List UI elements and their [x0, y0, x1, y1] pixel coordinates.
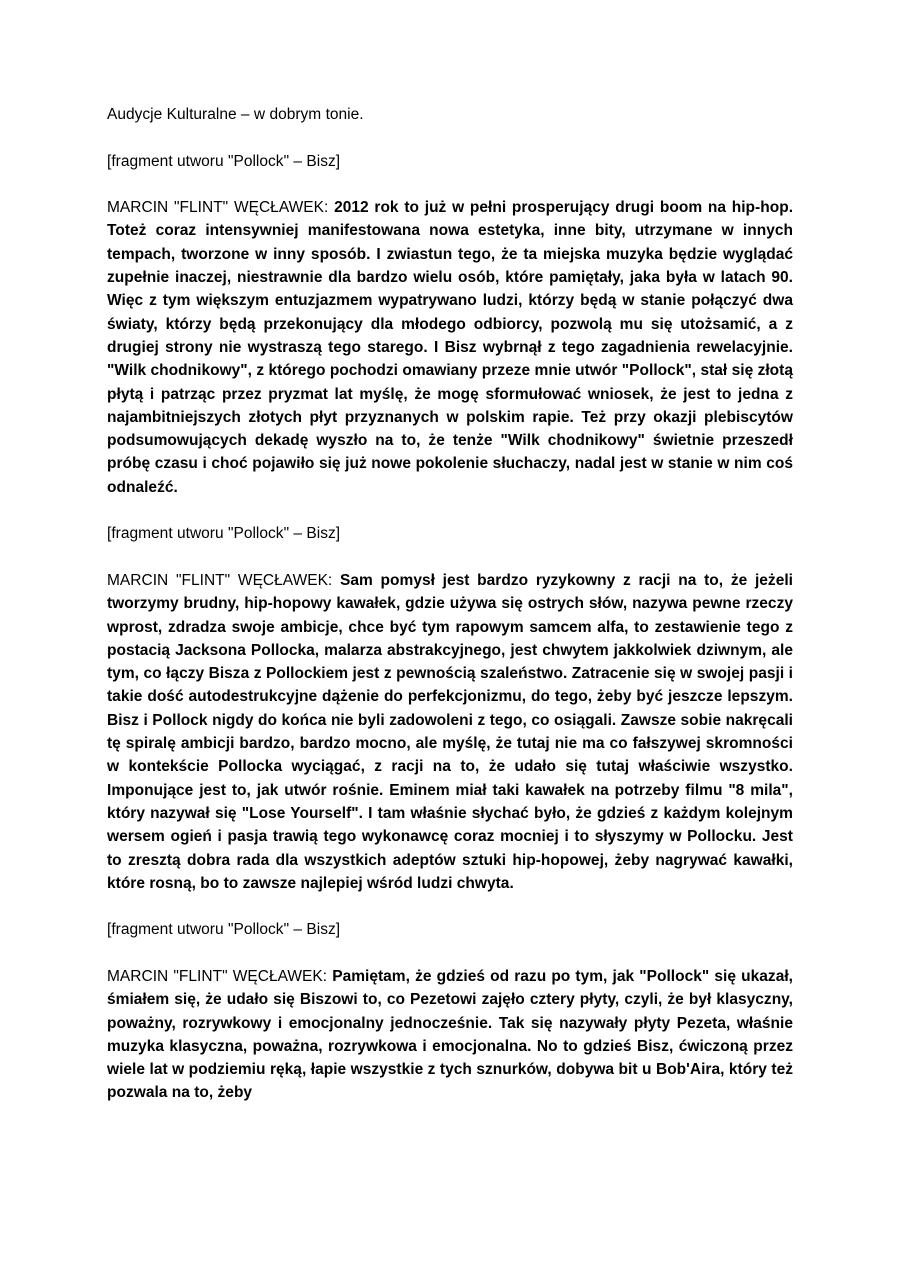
fragment-note-2: [fragment utworu "Pollock" – Bisz]: [107, 525, 341, 543]
document-content: [107, 103, 793, 1128]
speaker-name-2: MARCIN "FLINT" WĘCŁAWEK:: [107, 571, 333, 589]
speech-paragraph-1: [107, 196, 793, 499]
fragment-note-3: [fragment utworu "Pollock" – Bisz]: [107, 921, 341, 939]
speech-paragraph-3: [107, 965, 793, 1105]
speech-paragraph-2: [107, 569, 793, 895]
speaker-name-3: MARCIN "FLINT" WĘCŁAWEK:: [107, 967, 328, 985]
speech-text-1: 2012 rok to już w pełni prosperujący drugi boom na hip-hop. Toteż coraz intensywniej manifestowana nowa estetyka, inne bity, utrzymane w innych tempach, tworzone w inny sposób. I zwiastun tego, że ta miejska muzyka będzie wyglądać zupełnie inaczej, niestrawnie dla bardzo wielu osób, które pamiętały, jaka była w latach 90. Więc z tym większym entuzjazmem wypatrywano ludzi, którzy będą w stanie połączyć dwa światy, którzy będą przekonujący dla młodego odbiorcy, pozwolą mu się utożsamić, a z drugiej strony nie wystraszą tego starego. I Bisz wybrnął z tego zagadnienia rewelacyjnie. "Wilk chodnikowy", z którego pochodzi omawiany przeze mnie utwór "Pollock", stał się złotą płytą i patrząc przez pryzmat lat myślę, że mogę sformułować wniosek, że jest to jedna z najambitniejszych złotych płyt przyznanych w polskim rapie. Też przy okazji plebiscytów podsumowujących dekadę wyszło na to, że tenże "Wilk chodnikowy" świetnie przeszedł próbę czasu i choć pojawiło się już nowe pokolenie słuchaczy, nadal jest w stanie w nim coś odnaleźć.: [107, 199, 794, 496]
document-title: Audycje Kulturalne – w dobrym tonie.: [107, 106, 364, 123]
speech-text-3: Pamiętam, że gdzieś od razu po tym, jak "Pollock" się ukazał, śmiałem się, że udało się Biszowi to, co Pezetowi zajęło cztery płyty, czyli, że był klasyczny, poważny, rozrywkowy i emocjonalny jednocześnie. Tak się nazywały płyty Pezeta, właśnie muzyka klasyczna, poważna, rozrywkowa i emocjonalna. No to gdzieś Bisz, ćwiczoną przez wiele lat w podziemiu ręką, łapie wszystkie z tych sznurków, dobywa bit u Bob'Aira, który też pozwala na to, żeby: [107, 967, 793, 1102]
speaker-name-1: MARCIN "FLINT" WĘCŁAWEK:: [107, 199, 329, 217]
speech-text-2: Sam pomysł jest bardzo ryzykowny z racji na to, że jeżeli tworzymy brudny, hip-hopowy kawałek, gdzie używa się ostrych słów, nazywa pewne rzeczy wprost, zdradza swoje ambicje, chce być tym rapowym samcem alfa, to zestawienie tego z postacią Jacksona Pollocka, malarza abstrakcyjnego, jest chwytem jakkolwiek dziwnym, ale tym, co łączy Bisza z Pollockiem jest z pewnością szaleństwo. Zatracenie się w swojej pasji i takie dość autodestrukcyjne dążenie do perfekcjonizmu, do tego, żeby być jeszcze lepszym. Bisz i Pollock nigdy do końca nie byli zadowoleni z tego, co osiągali. Zawsze sobie nakręcali tę spiralę ambicji bardzo, bardzo mocno, ale myślę, że tutaj nie ma co fałszywej skromności w kontekście Pollocka wyciągać, z racji na to, że udało się tutaj właściwie wszystko. Imponujące jest to, jak utwór rośnie. Eminem miał taki kawałek na potrzeby filmu "8 mila", który nazywał się "Lose Yourself". I tam właśnie słychać było, że gdzieś z każdym kolejnym wersem ogień i pasja trawią tego wykonawcę coraz mocniej i to słyszymy w Pollocku. Jest to zresztą dobra rada dla wszystkich adeptów sztuki hip-hopowej, żeby nagrywać kawałki, które rosną, bo to zawsze najlepiej wśród ludzi chwyta.: [107, 571, 793, 892]
fragment-note-1: [fragment utworu "Pollock" – Bisz]: [107, 152, 341, 170]
